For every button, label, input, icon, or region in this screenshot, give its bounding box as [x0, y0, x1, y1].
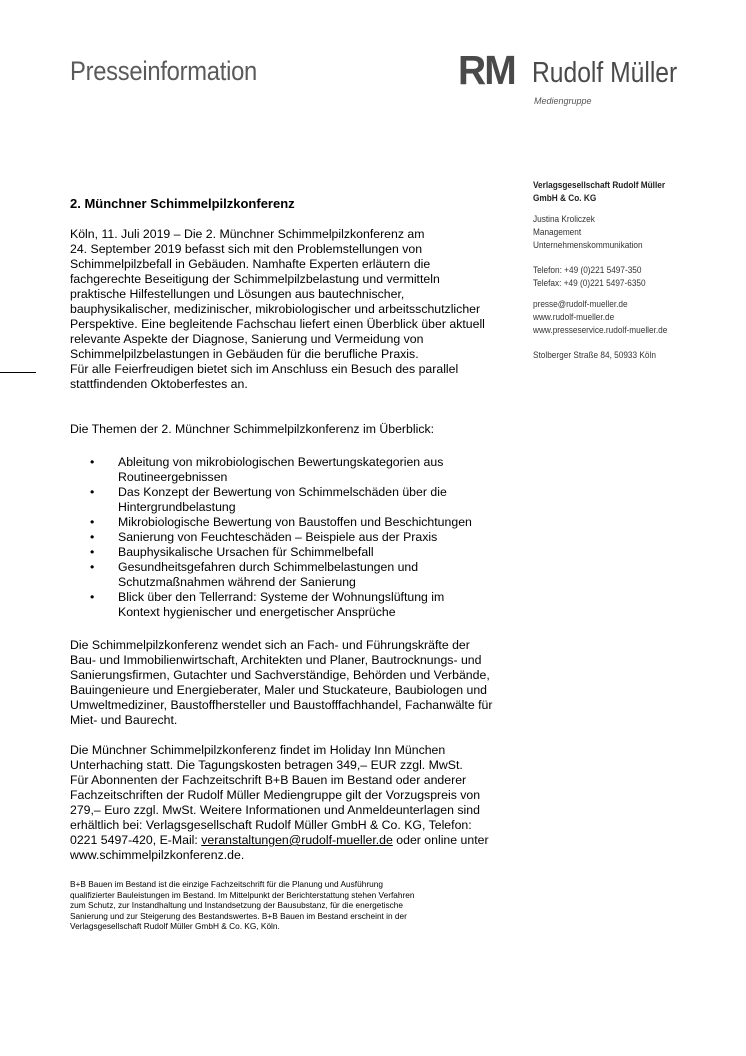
magazine-footnote [70, 879, 510, 932]
text-line: Unterhaching statt. Die Tagungskosten betragen 349,– EUR zzgl. MwSt. [70, 758, 463, 772]
text-line: Die Münchner Schimmelpilzkonferenz findet im Holiday Inn München [70, 743, 446, 757]
text-line: Umweltmediziner, Baustoffhersteller und Baustofffachhandel, Fachanwälte für [70, 698, 493, 712]
website-link[interactable]: www.rudolf-mueller.de [533, 311, 615, 322]
contact-department: Unternehmenskommunikation [533, 239, 643, 250]
text-line: praktische Hilfestellungen und Lösungen aus bautechnischer, [70, 287, 405, 301]
contact-phone: Telefon: +49 (0)221 5497-350 [533, 264, 642, 275]
contact-address: Stolberger Straße 84, 50933 Köln [533, 349, 656, 360]
company-name-line2: GmbH & Co. KG [533, 192, 597, 203]
text-line: Köln, 11. Juli 2019 – Die 2. Münchner Schimmelpilzkonferenz am [70, 227, 425, 241]
venue-paragraph [70, 743, 510, 863]
text-line: bauphysikalischer, medizinischer, mikrobiologischer und arbeitsschutzlicher [70, 302, 481, 316]
contact-department: Management [533, 226, 582, 237]
contact-name: Justina Kroliczek [533, 213, 595, 224]
text-line: Für Abonnenten der Fachzeitschrift B+B Bauen im Bestand oder anderer [70, 773, 467, 787]
email-prefix: 0221 5497-420, E-Mail: [70, 833, 202, 847]
text-line [70, 833, 510, 848]
text-line: Schimmelpilzbefall in Gebäuden. Namhafte Experten erläutern die [70, 257, 431, 271]
logo-subtitle: Mediengruppe [534, 96, 592, 106]
text-line: qualifizierter Bauleistungen im Bestand. Im Mittelpunkt der Berichterstattung stehen Verfahren [70, 889, 415, 900]
article-headline: 2. Münchner Schimmelpilzkonferenz [70, 196, 295, 211]
list-item: • Gesundheitsgefahren durch Schimmelbelastungen und Schutzmaßnahmen während der Sanierung [70, 560, 510, 590]
topics-intro: Die Themen der 2. Münchner Schimmelpilzkonferenz im Überblick: [70, 422, 435, 436]
list-item: • Ableitung von mikrobiologischen Bewertungskategorien aus Routineergebnissen [70, 455, 510, 485]
text-line: Für alle Feierfreudigen bietet sich im Anschluss ein Besuch des parallel [70, 362, 459, 376]
intro-paragraph [70, 227, 510, 392]
text-line: 24. September 2019 befasst sich mit den Problemstellungen von [70, 242, 423, 256]
text-line: relevante Aspekte der Diagnose, Sanierung und Vermeidung von [70, 332, 424, 346]
list-item: • Mikrobiologische Bewertung von Baustoffen und Beschichtungen [70, 515, 510, 530]
press-service-link[interactable]: www.presseservice.rudolf-mueller.de [533, 324, 668, 335]
text-line: Die Schimmelpilzkonferenz wendet sich an Fach- und Führungskräfte der [70, 638, 470, 652]
text-line: zum Schutz, zur Instandhaltung und Instandsetzung der Bausubstanz, für die energetische [70, 900, 404, 911]
publisher-logo [458, 47, 728, 110]
text-line: Schimmelpilzbelastungen in Gebäuden für die berufliche Praxis. [70, 347, 419, 361]
text-line: Fachzeitschriften der Rudolf Müller Mediengruppe gilt der Vorzugspreis von [70, 788, 481, 802]
list-item: • Bauphysikalische Ursachen für Schimmelbefall [70, 545, 510, 560]
list-item: • Das Konzept der Bewertung von Schimmelschäden über die Hintergrundbelastung [70, 485, 510, 515]
text-line: Sanierung und zur Steigerung des Bestandswertes. B+B Bauen im Bestand erscheint in der [70, 910, 407, 921]
text-line: stattfindenden Oktoberfestes an. [70, 377, 248, 391]
page-title: Presseinformation [70, 56, 257, 86]
contact-fax: Telefax: +49 (0)221 5497-6350 [533, 277, 646, 288]
email-suffix: oder online unter [392, 833, 489, 847]
text-line: Bau- und Immobilienwirtschaft, Architekten und Planer, Bautrocknungs- und [70, 653, 482, 667]
text-line: erhältlich bei: Verlagsgesellschaft Rudolf Müller GmbH & Co. KG, Telefon: [70, 818, 472, 832]
text-line: Bauingenieure und Energieberater, Maler und Stuckateure, Baubiologen und [70, 683, 488, 697]
contact-sidebar [533, 178, 709, 361]
text-line: Perspektive. Eine begleitende Fachschau liefert einen Überblick über aktuell [70, 317, 485, 331]
company-name-line1: Verlagsgesellschaft Rudolf Müller [533, 179, 666, 190]
text-line: 279,– Euro zzgl. MwSt. Weitere Informationen und Anmeldeunterlagen sind [70, 803, 480, 817]
audience-paragraph [70, 638, 510, 728]
logo-mark: RM [458, 47, 515, 93]
text-line: Miet- und Baurecht. [70, 713, 178, 727]
event-website-link[interactable]: www.schimmelpilzkonferenz.de. [70, 848, 245, 862]
text-line: fachgerechte Beseitigung der Schimmelpilzbelastung und vermitteln [70, 272, 440, 286]
event-email-link[interactable]: veranstaltungen@rudolf-mueller.de [201, 833, 393, 847]
margin-fold-mark [0, 372, 36, 373]
text-line: Verlagsgesellschaft Rudolf Müller GmbH & Co. KG, Köln. [70, 921, 280, 932]
text-line: Sanierungsfirmen, Gutachter und Sachverständige, Behörden und Verbände, [70, 668, 490, 682]
list-item: • Sanierung von Feuchteschäden – Beispiele aus der Praxis [70, 530, 510, 545]
list-item: • Blick über den Tellerrand: Systeme der Wohnungslüftung im Kontext hygienischer und energetischer Ansprüche [70, 590, 510, 620]
topics-list [70, 455, 510, 620]
contact-email-link[interactable]: presse@rudolf-mueller.de [533, 298, 628, 309]
text-line: B+B Bauen im Bestand ist die einzige Fachzeitschrift für die Planung und Ausführung [70, 879, 383, 889]
logo-name: Rudolf Müller [532, 57, 678, 89]
